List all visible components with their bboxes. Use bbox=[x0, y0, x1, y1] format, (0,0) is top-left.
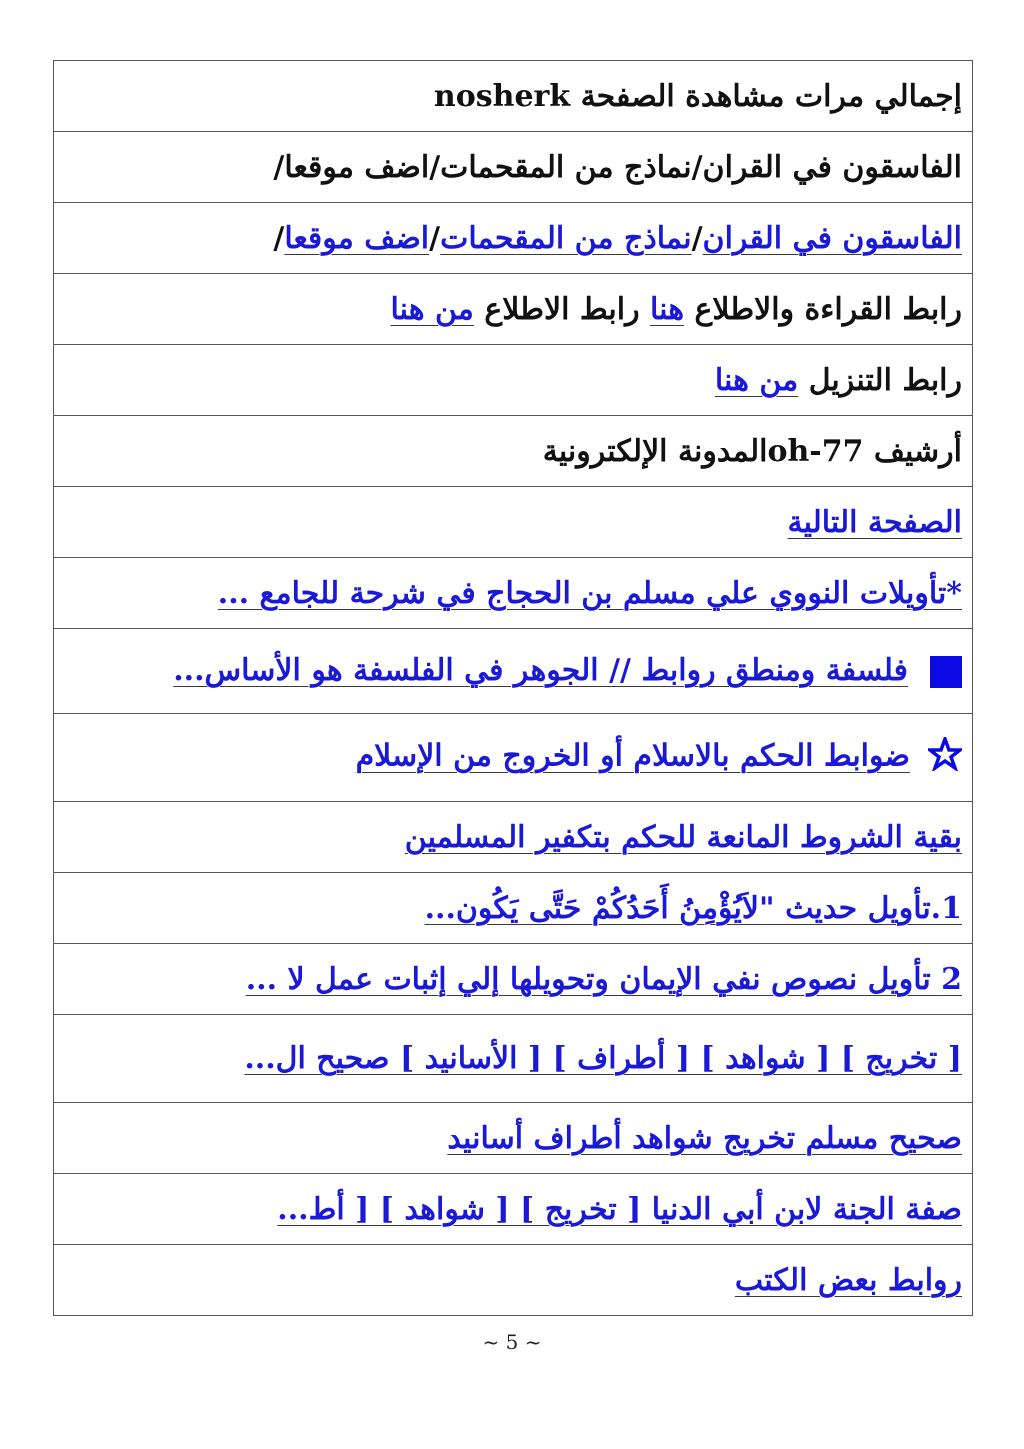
separator: / bbox=[429, 220, 441, 256]
table-row bbox=[54, 1174, 973, 1245]
breadcrumb-text: الفاسقون في القران/نماذج من المقحمات/اضف موقعا/ bbox=[54, 132, 973, 203]
islam-rules-link[interactable]: ضوابط الحكم بالاسلام أو الخروج من الإسلام bbox=[355, 738, 910, 774]
takfir-conditions-link[interactable]: بقية الشروط المانعة للحكم بتكفير المسلمين bbox=[404, 819, 962, 855]
table-row bbox=[54, 802, 973, 873]
sahih-muslim-link[interactable]: صحيح مسلم تخريج شواهد أطراف أسانيد bbox=[447, 1120, 962, 1156]
table-row bbox=[54, 873, 973, 944]
reading-link[interactable]: هنا bbox=[650, 291, 685, 327]
list-item bbox=[54, 944, 973, 1015]
list-item bbox=[54, 1103, 973, 1174]
reading-links-cell bbox=[54, 274, 973, 345]
link-fasiqun-in-quran[interactable]: الفاسقون في القران bbox=[702, 220, 962, 256]
browse-label: رابط الاطلاع bbox=[484, 291, 640, 327]
star-icon bbox=[928, 737, 962, 778]
books-links-link[interactable]: روابط بعض الكتب bbox=[734, 1262, 962, 1298]
list-item bbox=[54, 802, 973, 873]
next-page-link[interactable]: الصفحة التالية bbox=[787, 504, 962, 540]
table-row bbox=[54, 558, 973, 629]
list-item bbox=[54, 873, 973, 944]
nawawi-link[interactable]: *تأويلات النووي علي مسلم بن الحجاج في شرحة للجامع ... bbox=[217, 575, 962, 611]
browse-link[interactable]: من هنا bbox=[390, 291, 474, 327]
reading-label: رابط القراءة والاطلاع bbox=[694, 291, 962, 327]
download-link[interactable]: من هنا bbox=[714, 362, 799, 398]
list-item bbox=[54, 714, 973, 802]
list-item bbox=[54, 1015, 973, 1103]
list-item bbox=[54, 558, 973, 629]
page-number: ~ 5 ~ bbox=[482, 1330, 542, 1354]
list-item bbox=[54, 1245, 973, 1316]
paradise-description-link[interactable]: صفة الجنة لابن أبي الدنيا [ تخريج ] [ شواهد ] [ أط... bbox=[277, 1191, 962, 1227]
table-row bbox=[54, 274, 973, 345]
table-row bbox=[54, 61, 973, 132]
links-table bbox=[53, 60, 973, 1316]
download-label: رابط التنزيل bbox=[808, 362, 962, 398]
download-cell bbox=[54, 345, 973, 416]
table-row bbox=[54, 944, 973, 1015]
table-row bbox=[54, 203, 973, 274]
separator: / bbox=[273, 220, 285, 256]
philosophy-link[interactable]: فلسفة ومنطق روابط // الجوهر في الفلسفة هو الأساس... bbox=[173, 653, 908, 688]
link-add-site[interactable]: اضف موقعا bbox=[284, 220, 430, 256]
table-row bbox=[54, 487, 973, 558]
separator: / bbox=[691, 220, 703, 256]
table-row bbox=[54, 714, 973, 802]
table-row bbox=[54, 132, 973, 203]
table-row bbox=[54, 1103, 973, 1174]
table-row bbox=[54, 1245, 973, 1316]
list-item bbox=[54, 629, 973, 714]
iman-texts-link[interactable]: 2 تأويل نصوص نفي الإيمان وتحويلها إلي إثبات عمل لا ... bbox=[245, 961, 962, 997]
next-page-cell bbox=[54, 487, 973, 558]
table-row bbox=[54, 1015, 973, 1103]
takhrij-link[interactable]: [ تخريج ] [ شواهد ] [ أطراف ] [ الأسانيد ] صحيح ال... bbox=[244, 1041, 962, 1076]
table-row bbox=[54, 416, 973, 487]
breadcrumb-links bbox=[54, 203, 973, 274]
table-row bbox=[54, 345, 973, 416]
link-muqhamat-examples[interactable]: نماذج من المقحمات bbox=[440, 220, 692, 256]
list-item bbox=[54, 1174, 973, 1245]
hadith-interpretation-link[interactable]: 1.تأويل حديث "لاَيُؤْمِنُ أَحَدُكُمْ حَتَّى يَكُون... bbox=[424, 890, 962, 926]
blue-square-icon bbox=[930, 656, 962, 688]
archive-label: أرشيف oh-77المدونة الإلكترونية bbox=[54, 416, 973, 487]
table-row bbox=[54, 629, 973, 714]
page-views-label: إجمالي مرات مشاهدة الصفحة nosherk bbox=[54, 61, 973, 132]
